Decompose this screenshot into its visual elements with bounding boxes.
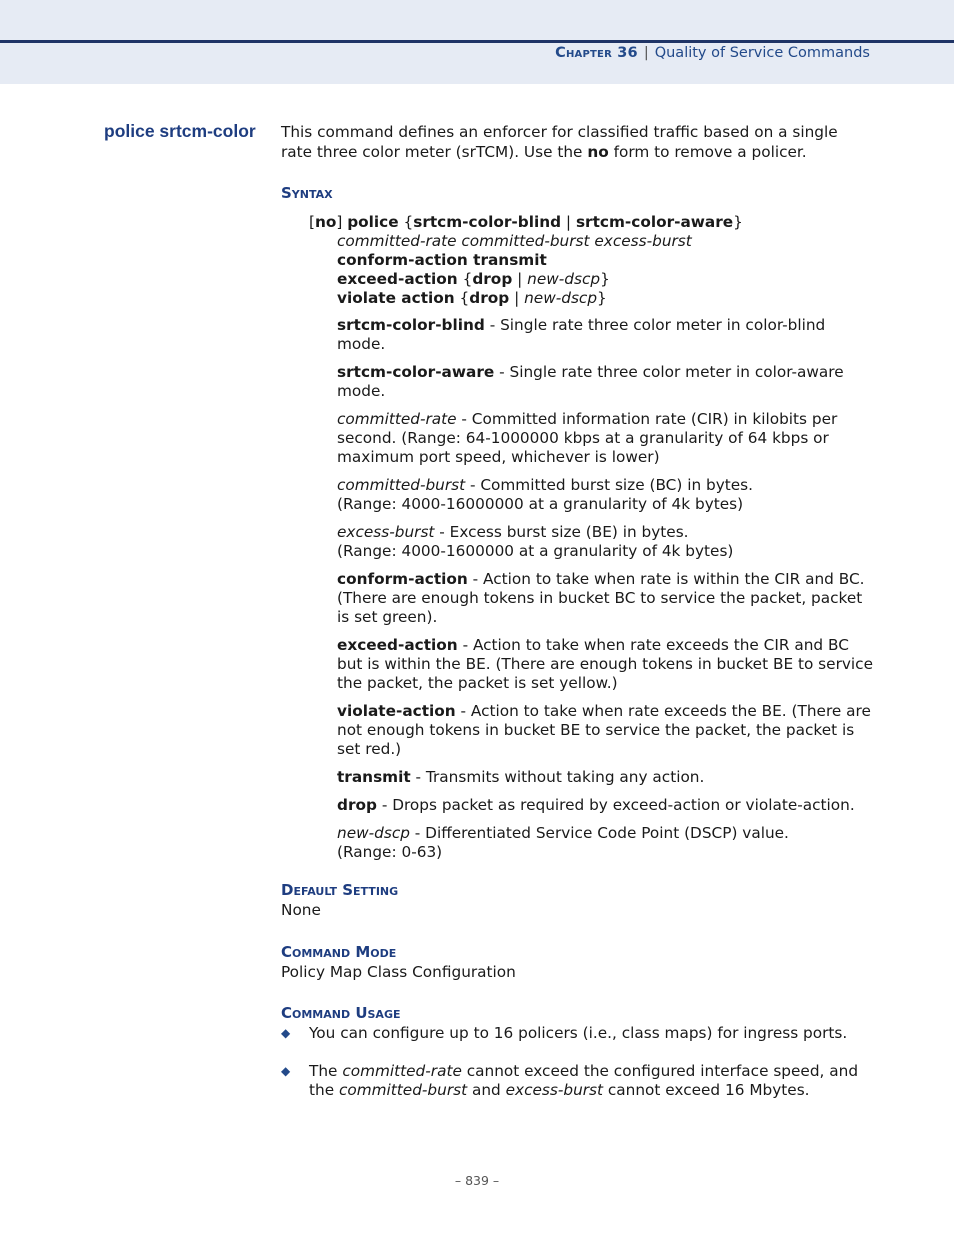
param-drop: drop - Drops packet as required by exceed-action or violate-action. bbox=[337, 796, 855, 814]
default-setting-heading: Default Setting bbox=[281, 881, 399, 899]
list-item: ◆ You can configure up to 16 policers (i.e., class maps) for ingress ports. bbox=[281, 1024, 848, 1042]
list-item: ◆ The committed-rate cannot exceed the configured interface speed, and the committed-burst and excess-burst cannot exceed 16 Mbytes. bbox=[281, 1062, 859, 1099]
command-mode-value: Policy Map Class Configuration bbox=[281, 963, 516, 981]
syntax-heading: Syntax bbox=[281, 184, 333, 202]
syntax-line-3: conform-action transmit bbox=[337, 251, 547, 269]
header-rule bbox=[0, 40, 954, 43]
chapter-label: Chapter 36 bbox=[555, 45, 638, 61]
command-intro: This command defines an enforcer for classified traffic based on a single rate three color meter (srTCM). Use the no form to remove a policer. bbox=[281, 123, 838, 161]
command-usage-heading: Command Usage bbox=[281, 1004, 401, 1022]
param-violate-action: violate-action - Action to take when rate exceeds the BE. (There are not enough tokens in bucket BE to service the packet, the packet is set red.) bbox=[337, 702, 871, 758]
command-mode-heading: Command Mode bbox=[281, 943, 397, 961]
header-separator: | bbox=[643, 45, 649, 61]
default-setting-value: None bbox=[281, 901, 321, 919]
param-excess-burst: excess-burst - Excess burst size (BE) in bytes. (Range: 4000-1600000 at a granularity of 4k bytes) bbox=[337, 523, 734, 560]
param-committed-burst: committed-burst - Committed burst size (BC) in bytes. (Range: 4000-16000000 at a granularity of 4k bytes) bbox=[337, 476, 754, 513]
param-conform-action: conform-action - Action to take when rate is within the CIR and BC. (There are enough tokens in bucket BC to service the packet, packet is set green). bbox=[337, 570, 865, 626]
param-new-dscp: new-dscp - Differentiated Service Code Point (DSCP) value. (Range: 0-63) bbox=[337, 824, 789, 861]
syntax-line-5: violate action {drop | new-dscp} bbox=[337, 289, 607, 307]
param-srtcm-color-aware: srtcm-color-aware - Single rate three color meter in color-aware mode. bbox=[337, 363, 844, 400]
parameter-list bbox=[337, 316, 877, 871]
param-exceed-action: exceed-action - Action to take when rate exceeds the CIR and BC but is within the BE. (There are enough tokens in bucket BE to service the packet, the packet is set yellow.) bbox=[337, 636, 873, 692]
no-keyword: no bbox=[587, 142, 609, 161]
param-transmit: transmit - Transmits without taking any action. bbox=[337, 768, 705, 786]
page-number: – 839 – bbox=[454, 1173, 500, 1188]
diamond-bullet-icon: ◆ bbox=[281, 1064, 291, 1078]
param-srtcm-color-blind: srtcm-color-blind - Single rate three color meter in color-blind mode. bbox=[337, 316, 826, 353]
syntax-line-2: committed-rate committed-burst excess-burst bbox=[337, 232, 692, 250]
command-title: police srtcm-color bbox=[104, 121, 256, 141]
syntax-line-4: exceed-action {drop | new-dscp} bbox=[337, 270, 610, 288]
usage-bullet-list bbox=[281, 1024, 881, 1119]
section-label: Quality of Service Commands bbox=[654, 45, 870, 61]
diamond-bullet-icon: ◆ bbox=[281, 1026, 291, 1040]
syntax-line-1: [no] police {srtcm-color-blind | srtcm-color-aware} bbox=[309, 213, 743, 231]
running-header bbox=[555, 45, 870, 61]
param-committed-rate: committed-rate - Committed information rate (CIR) in kilobits per second. (Range: 64-1000000 kbps at a granularity of 64 kbps or maximum port speed, whichever is lower) bbox=[337, 410, 838, 466]
syntax-block bbox=[309, 213, 879, 308]
